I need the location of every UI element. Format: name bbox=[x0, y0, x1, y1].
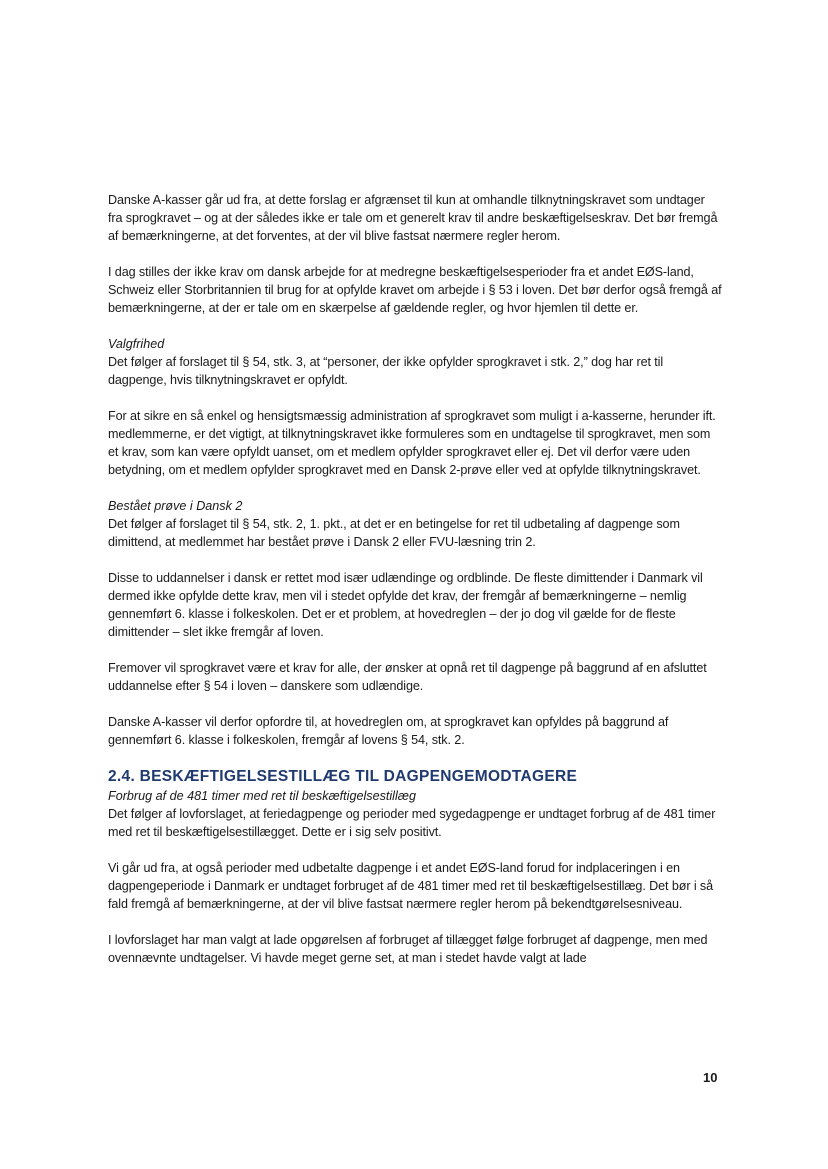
paragraph: Vi går ud fra, at også perioder med udbetalte dagpenge i et andet EØS-land forud for indplaceringen i en dagpengeperiode i Danmark er undtaget forbruget af de 481 timer med ret til beskæftigelsestillæg. Det bør i så fald fremgå af bemærkningerne, at der vil blive fastsat nærmere regler herom på bekendtgørelsesniveau. bbox=[108, 861, 714, 911]
paragraph: Disse to uddannelser i dansk er rettet mod især udlændinge og ordblinde. De fleste dimittender i Danmark vil dermed ikke opfylde dette krav, men vil i stedet opfylde det krav, der fremgår af bemærkningerne – nemlig gennemført 6. klasse i folkeskolen. Det er et problem, at hovedreglen – der jo dog vil gælde for de fleste dimittender – slet ikke fremgår af loven. bbox=[108, 571, 703, 639]
paragraph: Det følger af forslaget til § 54, stk. 2, 1. pkt., at det er en betingelse for ret til udbetaling af dagpenge som dimittend, at medlemmet har bestået prøve i Dansk 2 eller FVU-læsning trin 2. bbox=[108, 517, 680, 549]
section-heading: 2.4. BESKÆFTIGELSESTILLÆG TIL DAGPENGEMODTAGERE bbox=[108, 768, 578, 785]
paragraph: I dag stilles der ikke krav om dansk arbejde for at medregne beskæftigelsesperioder fra et andet EØS-land, Schweiz eller Storbritannien til brug for at opfylde kravet om arbejde i § 53 i loven. Det bør derfor også fremgå af bemærkningerne, at der er tale om en skærpelse af gældende regler, og hvor hjemlen til dette er. bbox=[108, 265, 722, 315]
paragraph: Danske A-kasser vil derfor opfordre til, at hovedreglen om, at sprogkravet kan opfyldes på baggrund af gennemført 6. klasse i folkeskolen, fremgår af lovens § 54, stk. 2. bbox=[108, 715, 669, 747]
document-body bbox=[108, 191, 722, 967]
paragraph: Danske A-kasser går ud fra, at dette forslag er afgrænset til kun at omhandle tilknytningskravet som undtager fra sprogkravet – og at der således ikke er tale om et generelt krav til andre beskæftigelseskrav. Det bør fremgå af bemærkningerne, at det forventes, at der vil blive fastsat nærmere regler herom. bbox=[108, 193, 718, 243]
subheading-bestaaet-proeve: Bestået prøve i Dansk 2 bbox=[108, 499, 243, 513]
page-number: 10 bbox=[703, 1070, 718, 1085]
paragraph: For at sikre en så enkel og hensigtsmæssig administration af sprogkravet som muligt i a-kasserne, herunder ift. medlemmerne, er det vigtigt, at tilknytningskravet ikke formuleres som en undtagelse til sprogkravet, men som et krav, som kan være opfyldt uanset, om et medlem opfylder sprogkravet eller ej. Det vil derfor være uden betydning, om et medlem opfylder sprogkravet med en Dansk 2-prøve eller ved at opfylde tilknytningskravet. bbox=[108, 409, 716, 477]
section-subheading: Forbrug af de 481 timer med ret til beskæftigelsestillæg bbox=[108, 789, 416, 803]
paragraph: I lovforslaget har man valgt at lade opgørelsen af forbruget af tillægget følge forbruget af dagpenge, men med ovennævnte undtagelser. Vi havde meget gerne set, at man i stedet havde valgt at lade bbox=[108, 933, 708, 965]
paragraph: Det følger af forslaget til § 54, stk. 3, at “personer, der ikke opfylder sprogkravet i stk. 2,” dog har ret til dagpenge, hvis tilknytningskravet er opfyldt. bbox=[108, 355, 664, 387]
paragraph: Det følger af lovforslaget, at feriedagpenge og perioder med sygedagpenge er undtaget forbrug af de 481 timer med ret til beskæftigelsestillægget. Dette er i sig selv positivt. bbox=[108, 807, 716, 839]
subheading-valgfrihed: Valgfrihed bbox=[108, 337, 165, 351]
paragraph: Fremover vil sprogkravet være et krav for alle, der ønsker at opnå ret til dagpenge på baggrund af en afsluttet uddannelse efter § 54 i loven – danskere som udlændige. bbox=[108, 661, 707, 693]
